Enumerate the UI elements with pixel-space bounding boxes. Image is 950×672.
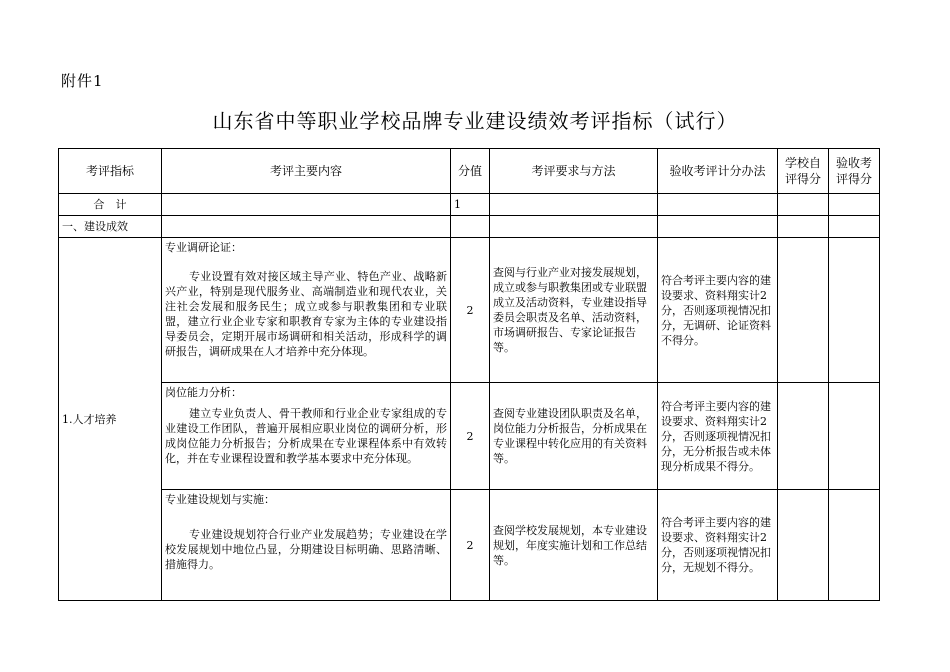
section-method-cell <box>490 216 658 238</box>
content-body: 建立专业负责人、骨干教师和行业企业专家组成的专业建设工作团队，普遍开展相应职业岗位的调研分析，形成岗位能力分析报告；分析成果在专业课程体系中有效转化，并在专业课程设置和教学基本要求中充分体现。 <box>165 407 447 465</box>
total-self-cell <box>778 194 829 216</box>
section-self-cell <box>778 216 829 238</box>
total-content-cell <box>162 194 451 216</box>
total-scoring-cell <box>658 194 778 216</box>
total-review-cell <box>829 194 880 216</box>
total-method-cell <box>490 194 658 216</box>
content-body: 专业建设规划符合行业产业发展趋势；专业建设在学校发展规划中地位凸显，分期建设目标明确、思路清晰、措施得力。 <box>165 528 447 571</box>
row-score: 2 <box>451 238 490 383</box>
row-method: 查阅专业建设团队职责及名单，岗位能力分析报告，分析成果在专业课程中转化应用的有关资料等。 <box>490 383 658 490</box>
row-scoring: 符合考评主要内容的建设要求、资料翔实计2分，否则逐项视情况扣分，无规划不得分。 <box>658 490 778 601</box>
header-scoring: 验收考评计分办法 <box>658 149 778 194</box>
row-method: 查阅与行业产业对接发展规划，成立或参与职教集团或专业联盟成立及活动资料，专业建设指导委员会职责及名单、活动资料，市场调研报告、专家论证报告等。 <box>490 238 658 383</box>
row-score: 2 <box>451 490 490 601</box>
section-row <box>59 216 880 238</box>
header-score: 分值 <box>451 149 490 194</box>
header-content: 考评主要内容 <box>162 149 451 194</box>
row-review-score <box>829 490 880 601</box>
row-scoring: 符合考评主要内容的建设要求、资料翔实计2分，否则逐项视情况扣分，无调研、论证资料不得分。 <box>658 238 778 383</box>
header-method: 考评要求与方法 <box>490 149 658 194</box>
row-self-score <box>778 383 829 490</box>
row-self-score <box>778 238 829 383</box>
row-review-score <box>829 383 880 490</box>
attachment-label: 附件1 <box>61 72 104 90</box>
total-score: 1 <box>451 194 490 216</box>
row-method: 查阅学校发展规划，本专业建设规划，年度实施计划和工作总结等。 <box>490 490 658 601</box>
evaluation-table <box>58 148 880 601</box>
content-title: 专业建设规划与实施： <box>165 493 275 506</box>
row-review-score <box>829 238 880 383</box>
header-review-score: 验收考评得分 <box>829 149 880 194</box>
group-label: 1.人才培养 <box>59 238 162 601</box>
table-row <box>59 490 880 601</box>
section-score-cell <box>451 216 490 238</box>
row-score: 2 <box>451 383 490 490</box>
total-row <box>59 194 880 216</box>
section-label: 一、建设成效 <box>59 216 162 238</box>
header-indicator: 考评指标 <box>59 149 162 194</box>
section-scoring-cell <box>658 216 778 238</box>
section-content-cell <box>162 216 451 238</box>
content-body: 专业设置有效对接区域主导产业、特色产业、战略新兴产业，特别是现代服务业、高端制造业和现代农业，关注社会发展和服务民生；成立或参与职教集团和专业联盟，建立行业企业专家和职教育专家为主体的专业建设指导委员会，定期开展市场调研和相关活动，形成科学的调研报告，调研成果在人才培养中充分体现。 <box>165 270 447 358</box>
table-row <box>59 383 880 490</box>
header-self-score: 学校自评得分 <box>778 149 829 194</box>
row-scoring: 符合考评主要内容的建设要求、资料翔实计2分，否则逐项视情况扣分，无分析报告或未体现分析成果不得分。 <box>658 383 778 490</box>
section-review-cell <box>829 216 880 238</box>
content-title: 岗位能力分析： <box>165 386 242 399</box>
table-row <box>59 238 880 383</box>
content-cell <box>162 383 451 490</box>
total-label: 合 计 <box>59 194 162 216</box>
content-cell <box>162 490 451 601</box>
content-title: 专业调研论证： <box>165 241 242 254</box>
row-self-score <box>778 490 829 601</box>
header-row <box>59 149 880 194</box>
document-title: 山东省中等职业学校品牌专业建设绩效考评指标（试行） <box>212 109 738 133</box>
content-cell <box>162 238 451 383</box>
